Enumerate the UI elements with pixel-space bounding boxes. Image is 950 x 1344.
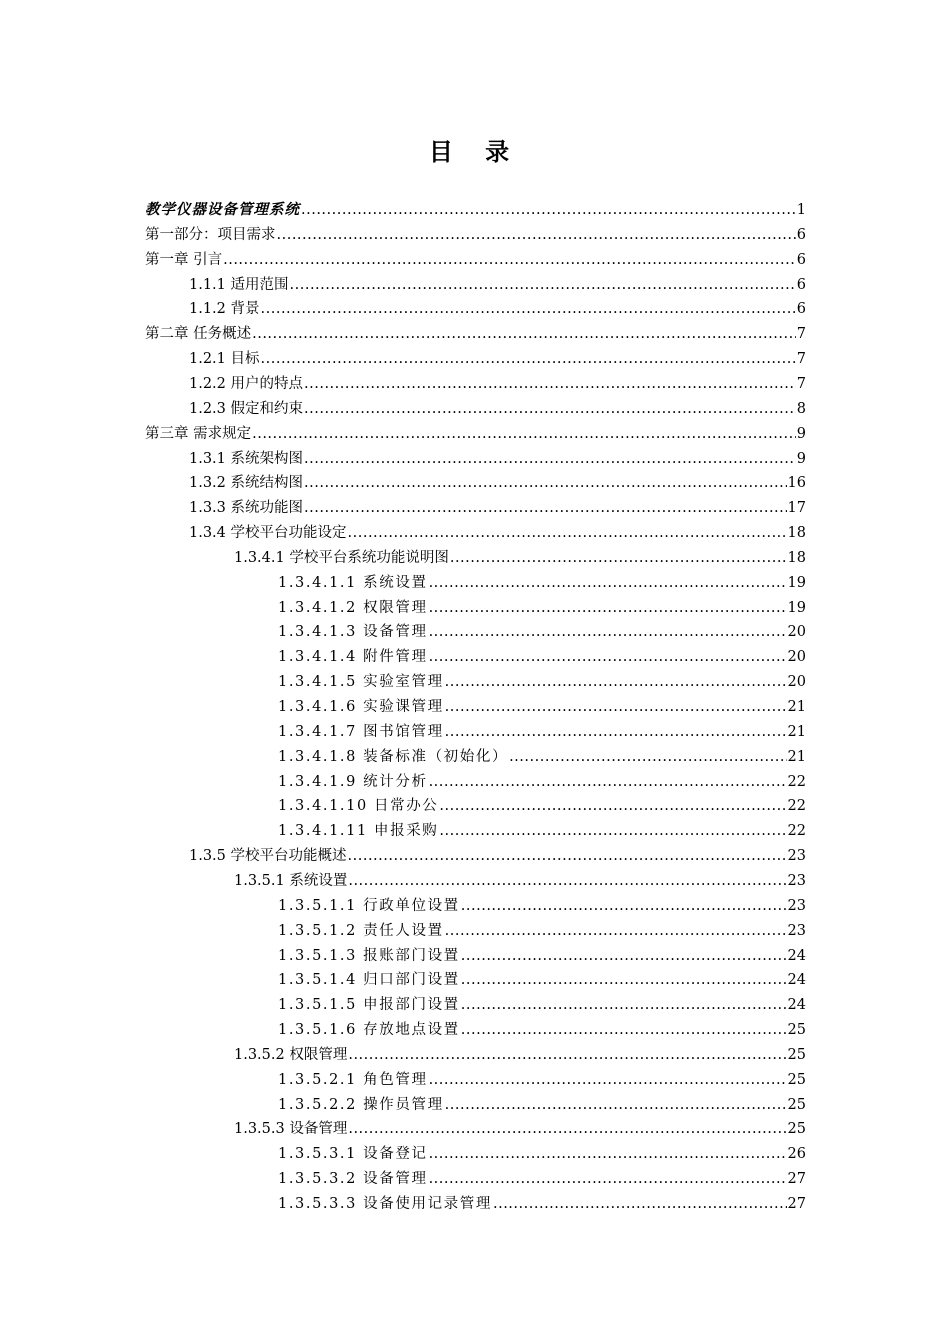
toc-page-number: 9 xyxy=(796,450,806,467)
toc-dot-leader xyxy=(348,522,787,544)
toc-entry[interactable] xyxy=(278,994,806,1016)
toc-page-number: 6 xyxy=(796,276,806,293)
toc-entry-label: 1.3.5.2.1 角色管理 xyxy=(278,1071,428,1088)
toc-entry[interactable] xyxy=(145,224,806,246)
toc-page-number: 6 xyxy=(796,301,806,318)
toc-page-number: 19 xyxy=(787,599,806,616)
toc-page-number: 21 xyxy=(787,748,806,765)
toc-entry-label: 第一章 引言 xyxy=(145,251,223,268)
toc-entry[interactable] xyxy=(278,721,806,743)
toc-entry[interactable] xyxy=(145,323,806,345)
toc-page-number: 6 xyxy=(796,226,806,243)
toc-dot-leader xyxy=(304,497,787,519)
toc-dot-leader xyxy=(429,771,787,793)
toc-entry[interactable] xyxy=(278,621,806,643)
toc-dot-leader xyxy=(223,249,796,271)
toc-entry-label: 1.3.5.2.2 操作员管理 xyxy=(278,1096,444,1113)
toc-entry-label: 第三章 需求规定 xyxy=(145,425,252,442)
toc-dot-leader xyxy=(461,994,787,1016)
toc-dot-leader xyxy=(429,1168,787,1190)
toc-page-number: 24 xyxy=(787,947,806,964)
toc-entry[interactable] xyxy=(189,274,806,296)
toc-entry[interactable] xyxy=(145,249,806,271)
toc-page-number: 18 xyxy=(787,525,806,542)
toc-entry-label: 1.3.5.1.2 责任人设置 xyxy=(278,922,444,939)
toc-entry[interactable] xyxy=(189,298,806,320)
toc-page-number: 25 xyxy=(787,1071,806,1088)
toc-entry-label: 1.3.5.1 系统设置 xyxy=(234,872,348,889)
toc-dot-leader xyxy=(445,1094,787,1116)
toc-page-number: 8 xyxy=(796,400,806,417)
toc-entry[interactable] xyxy=(278,646,806,668)
toc-dot-leader xyxy=(252,323,796,345)
toc-dot-leader xyxy=(304,373,796,395)
toc-dot-leader xyxy=(301,199,796,221)
toc-dot-leader xyxy=(429,572,787,594)
toc-entry-label: 1.3.5.2 权限管理 xyxy=(234,1046,348,1063)
toc-entry-label: 1.2.1 目标 xyxy=(189,351,260,368)
toc-page-number: 19 xyxy=(787,574,806,591)
toc-page-number: 18 xyxy=(787,549,806,566)
toc-page-number: 9 xyxy=(796,425,806,442)
toc-dot-leader xyxy=(261,348,796,370)
toc-entry-label: 1.3.2 系统结构图 xyxy=(189,475,304,492)
toc-page-number: 23 xyxy=(787,897,806,914)
toc-entry[interactable] xyxy=(189,522,806,544)
toc-entry-label: 1.3.4.1.9 统计分析 xyxy=(278,773,428,790)
toc-page-number: 21 xyxy=(787,699,806,715)
toc-entry[interactable] xyxy=(278,895,806,917)
toc-dot-leader xyxy=(290,274,796,296)
toc-dot-leader xyxy=(429,1069,787,1091)
toc-page-number: 26 xyxy=(787,1146,806,1163)
toc-page-number: 25 xyxy=(787,1022,806,1039)
toc-entry-label: 第一部分：项目需求 xyxy=(145,226,276,243)
toc-entry-label: 1.3.5 学校平台功能概述 xyxy=(189,848,347,865)
toc-entry-label: 1.3.4.1.11 申报采购 xyxy=(278,823,439,840)
toc-page-number: 22 xyxy=(787,773,806,790)
toc-entry[interactable] xyxy=(278,572,806,594)
toc-entry-label: 1.1.2 背景 xyxy=(189,301,260,318)
toc-dot-leader xyxy=(348,845,787,867)
toc-entry[interactable] xyxy=(234,547,806,569)
toc-entry-label: 1.3.4.1 学校平台系统功能说明图 xyxy=(234,549,449,566)
toc-entry[interactable] xyxy=(278,820,806,842)
toc-dot-leader xyxy=(445,671,787,693)
toc-entry[interactable] xyxy=(278,1069,806,1091)
toc-entry-label: 1.3.4.1.2 权限管理 xyxy=(278,599,428,616)
toc-entry[interactable] xyxy=(189,373,806,395)
toc-entry-label: 1.3.4.1.6 实验课管理 xyxy=(278,699,444,715)
toc-dot-leader xyxy=(261,298,796,320)
toc-entry[interactable] xyxy=(278,1193,806,1215)
toc-page-number: 23 xyxy=(787,922,806,939)
toc-entry[interactable] xyxy=(145,199,806,221)
toc-entry[interactable] xyxy=(278,597,806,619)
toc-entry[interactable] xyxy=(189,472,806,494)
toc-entry-label: 1.3.4.1.5 实验室管理 xyxy=(278,674,444,691)
toc-entry[interactable] xyxy=(278,771,806,793)
toc-entry[interactable] xyxy=(278,671,806,693)
toc-entry[interactable] xyxy=(234,1118,806,1140)
toc-dot-leader xyxy=(445,920,787,942)
toc-dot-leader xyxy=(439,820,786,842)
toc-page-number: 20 xyxy=(787,624,806,641)
toc-page-number: 20 xyxy=(787,649,806,666)
toc-entry-label: 1.3.5.1.4 归口部门设置 xyxy=(278,972,460,989)
toc-entry-label: 1.3.4.1.3 设备管理 xyxy=(278,624,428,641)
toc-dot-leader xyxy=(461,895,787,917)
toc-entry[interactable] xyxy=(189,497,806,519)
toc-dot-leader xyxy=(461,945,787,967)
toc-page-number: 24 xyxy=(787,972,806,989)
toc-entry[interactable] xyxy=(278,746,806,768)
toc-page-number: 7 xyxy=(796,326,806,343)
toc-entry[interactable] xyxy=(189,398,806,420)
toc-entry-label: 1.3.5.1.3 报账部门设置 xyxy=(278,947,460,964)
toc-dot-leader xyxy=(304,448,796,470)
toc-dot-leader xyxy=(252,423,796,445)
toc-page-number: 25 xyxy=(787,1046,806,1063)
toc-dot-leader xyxy=(450,547,787,569)
toc-dot-leader xyxy=(304,398,796,420)
toc-page-number: 20 xyxy=(787,674,806,691)
toc-entry-label: 1.3.5.3 设备管理 xyxy=(234,1121,348,1138)
toc-dot-leader xyxy=(429,621,787,643)
toc-page-number: 16 xyxy=(787,475,806,492)
toc-entry[interactable] xyxy=(145,423,806,445)
toc-page-number: 23 xyxy=(787,848,806,865)
toc-entry-label: 1.2.2 用户的特点 xyxy=(189,375,304,392)
toc-page-number: 24 xyxy=(787,997,806,1014)
toc-entry[interactable] xyxy=(278,1168,806,1190)
toc-entry-label: 1.3.4.1.4 附件管理 xyxy=(278,649,428,666)
toc-dot-leader xyxy=(509,746,786,768)
toc-dot-leader xyxy=(445,721,787,743)
toc-page-number: 1 xyxy=(796,202,806,218)
toc-entry-label: 1.3.4.1.7 图书馆管理 xyxy=(278,723,444,740)
toc-dot-leader xyxy=(493,1193,787,1215)
toc-dot-leader xyxy=(429,646,787,668)
toc-entry[interactable] xyxy=(234,870,806,892)
toc-dot-leader xyxy=(429,597,787,619)
toc-page-number: 6 xyxy=(796,251,806,268)
toc-entry-label: 1.3.4.1.1 系统设置 xyxy=(278,574,428,591)
toc-entry-label: 第二章 任务概述 xyxy=(145,326,252,343)
toc-entry[interactable] xyxy=(189,448,806,470)
toc-page-number: 17 xyxy=(787,500,806,517)
toc-entry-label: 1.3.1 系统架构图 xyxy=(189,450,304,467)
toc-entry-label: 1.3.4.1.10 日常办公 xyxy=(278,798,439,815)
toc-entry[interactable] xyxy=(278,795,806,817)
toc-dot-leader xyxy=(277,224,796,246)
toc-page-number: 22 xyxy=(787,798,806,815)
toc-page-number: 22 xyxy=(787,823,806,840)
toc-dot-leader xyxy=(461,1019,787,1041)
toc-entry[interactable] xyxy=(234,1044,806,1066)
toc-dot-leader xyxy=(348,870,786,892)
toc-page-number: 25 xyxy=(787,1096,806,1113)
toc-entry-label: 1.3.4.1.8 装备标准（初始化） xyxy=(278,748,509,765)
toc-entry[interactable] xyxy=(278,1143,806,1165)
toc-entry[interactable] xyxy=(278,1019,806,1041)
toc-entry-label: 1.3.5.3.3 设备使用记录管理 xyxy=(278,1196,492,1212)
toc-entry-label: 1.3.5.1.1 行政单位设置 xyxy=(278,897,460,914)
toc-page-number: 7 xyxy=(796,351,806,368)
toc-entry[interactable] xyxy=(189,845,806,867)
toc-page-number: 27 xyxy=(787,1171,806,1188)
toc-dot-leader xyxy=(348,1118,786,1140)
toc-entry[interactable] xyxy=(278,945,806,967)
toc-entry-label: 1.3.5.3.1 设备登记 xyxy=(278,1146,428,1163)
toc-page-number: 27 xyxy=(787,1196,806,1212)
toc-dot-leader xyxy=(461,969,787,991)
toc-entry-label: 1.3.5.1.6 存放地点设置 xyxy=(278,1022,460,1039)
toc-dot-leader xyxy=(304,472,787,494)
toc-dot-leader xyxy=(429,1143,787,1165)
toc-entry-label: 教学仪器设备管理系统 xyxy=(145,201,300,218)
toc-dot-leader xyxy=(439,795,786,817)
page-title: 目 录 xyxy=(428,138,522,166)
toc-page-number: 25 xyxy=(787,1121,806,1138)
toc-entry-label: 1.3.3 系统功能图 xyxy=(189,500,304,517)
toc-entry[interactable] xyxy=(189,348,806,370)
toc-entry-label: 1.3.4 学校平台功能设定 xyxy=(189,525,347,542)
toc-entry[interactable] xyxy=(278,696,806,718)
toc-entry-label: 1.3.5.1.5 申报部门设置 xyxy=(278,997,460,1014)
toc-entry[interactable] xyxy=(278,920,806,942)
toc-page-number: 23 xyxy=(787,872,806,889)
toc-dot-leader xyxy=(348,1044,786,1066)
toc-dot-leader xyxy=(445,696,787,718)
toc-entry-label: 1.3.5.3.2 设备管理 xyxy=(278,1171,428,1188)
toc-entry[interactable] xyxy=(278,1094,806,1116)
toc-entry[interactable] xyxy=(278,969,806,991)
toc-entry-label: 1.1.1 适用范围 xyxy=(189,276,289,293)
toc-page-number: 7 xyxy=(796,375,806,392)
toc-page-number: 21 xyxy=(787,723,806,740)
toc-entry-label: 1.2.3 假定和约束 xyxy=(189,400,304,417)
